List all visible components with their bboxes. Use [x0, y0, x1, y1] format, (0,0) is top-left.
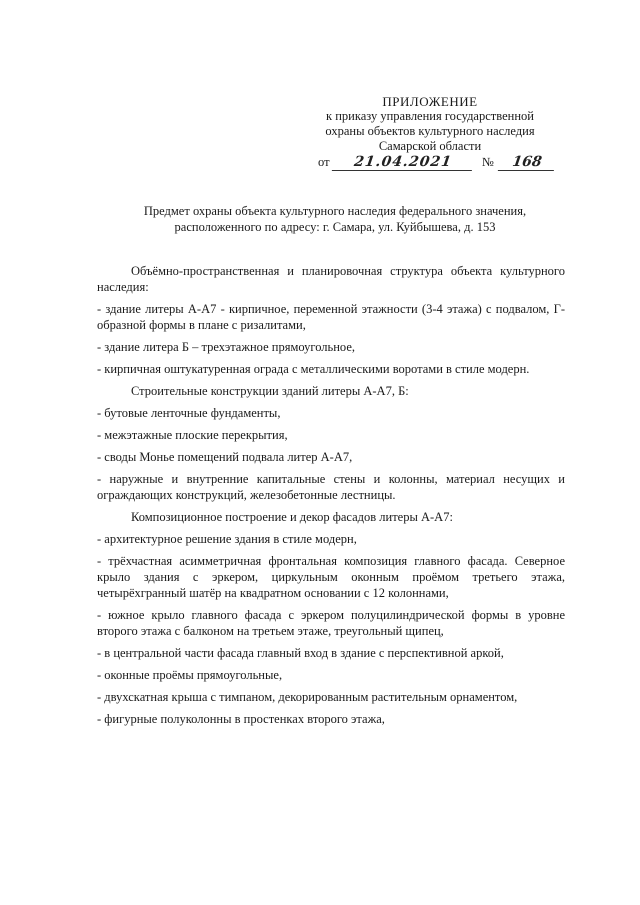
appendix-line-1: к приказу управления государственной	[326, 109, 534, 123]
appendix-line-3: Самарской области	[378, 139, 482, 153]
number-label: №	[481, 155, 494, 169]
paragraph: - двухскатная крыша с тимпаном, декорированным растительным орнаментом,	[97, 690, 518, 704]
heading-line-1: Предмет охраны объекта культурного наследия федерального значения,	[143, 204, 527, 218]
handwritten-number: 168	[498, 154, 556, 171]
paragraph: - наружные и внутренние капитальные стены и колонны, материал несущих и ограждающих конструкций, железобетонные лестницы.	[97, 472, 565, 502]
paragraph: Объёмно-пространственная и планировочная структура объекта культурного наследия:	[97, 264, 565, 294]
paragraph: - фигурные полуколонны в простенках второго этажа,	[97, 712, 385, 726]
document-heading	[100, 203, 570, 235]
paragraph: - оконные проёмы прямоугольные,	[97, 668, 283, 682]
appendix-title: ПРИЛОЖЕНИЕ	[382, 94, 478, 109]
date-prefix: от	[318, 155, 330, 169]
paragraph: Композиционное построение и декор фасадов литеры А-А7:	[131, 510, 453, 524]
paragraph: - кирпичная оштукатуренная ограда с металлическими воротами в стиле модерн.	[97, 362, 530, 376]
paragraph: - своды Монье помещений подвала литер А-А7,	[97, 450, 353, 464]
paragraph: - бутовые ленточные фундаменты,	[97, 406, 281, 420]
order-date-number	[318, 154, 578, 171]
paragraph: - здание литеры А-А7 - кирпичное, переменной этажности (3-4 этажа) с подвалом, Г-образной формы в плане с ризалитами,	[97, 302, 565, 332]
document-body	[97, 263, 565, 733]
heading-line-2: расположенного по адресу: г. Самара, ул. Куйбышева, д. 153	[174, 220, 496, 234]
paragraph: - южное крыло главного фасада с эркером полуцилиндрической формы в уровне второго этажа с балконом на третьем этаже, треугольный щипец,	[97, 608, 565, 638]
paragraph: Строительные конструкции зданий литеры А-А7, Б:	[131, 384, 409, 398]
handwritten-date: 21.04.2021	[331, 154, 473, 171]
appendix-line-2: охраны объектов культурного наследия	[325, 124, 535, 138]
paragraph: - в центральной части фасада главный вход в здание с перспективной аркой,	[97, 646, 504, 660]
appendix-header	[300, 94, 560, 154]
paragraph: - трёхчастная асимметричная фронтальная композиция главного фасада. Северное крыло здания с эркером, циркульным оконным проёмом третьего этажа, четырёхгранный шатёр на квадратном основании с 12 колоннами,	[97, 554, 565, 600]
paragraph: - архитектурное решение здания в стиле модерн,	[97, 532, 357, 546]
paragraph: - межэтажные плоские перекрытия,	[97, 428, 288, 442]
paragraph: - здание литера Б – трехэтажное прямоугольное,	[97, 340, 355, 354]
